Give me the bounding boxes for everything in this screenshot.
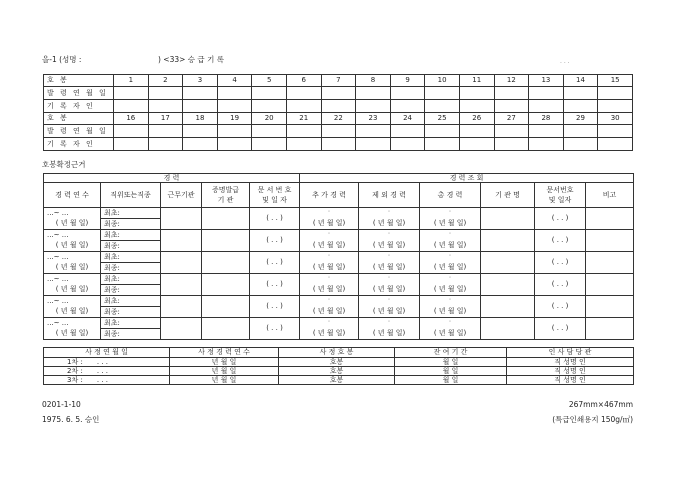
grade-cell	[459, 87, 494, 100]
col-docno2: 문서번호 및 일자	[535, 183, 586, 208]
career-remark	[586, 296, 634, 318]
grade-cell	[390, 125, 425, 138]
career-excluded-top: ˘	[359, 230, 420, 241]
grade-number: 22	[321, 113, 356, 125]
grade-cell	[598, 100, 633, 113]
career-cert-agency	[202, 296, 250, 318]
col-cert: 증명발급 기 관	[202, 183, 250, 208]
grade-label-recorder: 기 록 자 인	[44, 138, 114, 151]
grade-cell	[321, 138, 356, 151]
grade-cell	[217, 138, 252, 151]
grade-cell	[563, 100, 598, 113]
paper-size: 267mm×467mm	[568, 400, 633, 409]
col-position: 직위또는직종	[101, 183, 161, 208]
career-total-ymd: ( 년 월 일)	[420, 241, 481, 252]
grade-number: 3	[183, 75, 218, 87]
grade-cell	[494, 138, 529, 151]
col-review-officer: 인 사 담 당 관	[507, 348, 634, 358]
grade-cell	[390, 138, 425, 151]
career-period-to: ( 년 월 일)	[44, 285, 101, 296]
career-docno: ( . . )	[250, 296, 300, 318]
grade-label-ho: 호 봉	[44, 113, 114, 125]
career-added-ymd: ( 년 월 일)	[300, 307, 359, 318]
review-round	[44, 376, 170, 385]
career-period-from: ...~ ...	[44, 230, 101, 241]
paper-type: (특급인쇄용지 150g/㎡)	[552, 415, 633, 424]
career-workplace	[161, 208, 202, 230]
career-excluded-top: ˘	[359, 208, 420, 219]
col-remark: 비고	[586, 183, 634, 208]
career-workplace	[161, 252, 202, 274]
career-remark	[586, 252, 634, 274]
approval-date: 1975. 6. 5. 승인	[42, 415, 100, 424]
grade-number: 28	[529, 113, 564, 125]
career-agency	[481, 274, 535, 296]
form-id: 을-1 (성명 :	[42, 55, 82, 64]
grade-cell	[598, 138, 633, 151]
career-period-from: ...~ ...	[44, 252, 101, 263]
career-agency	[481, 318, 535, 340]
grade-cell	[425, 125, 460, 138]
career-total-ymd: ( 년 월 일)	[420, 219, 481, 230]
grade-cell	[321, 125, 356, 138]
grade-cell	[321, 100, 356, 113]
review-ho: 호봉	[279, 358, 395, 367]
grade-number: 29	[563, 113, 598, 125]
career-cert-agency	[202, 318, 250, 340]
career-position-first: 최초:	[101, 296, 161, 307]
grade-number: 26	[459, 113, 494, 125]
review-round-dots: . . .	[96, 375, 108, 384]
career-review-group-header: 경 력 조 회	[300, 174, 634, 183]
grade-cell	[459, 125, 494, 138]
review-remaining: 월 일	[395, 358, 507, 367]
career-cert-agency	[202, 252, 250, 274]
review-round	[44, 358, 170, 367]
grade-cell	[148, 138, 183, 151]
grade-number: 5	[252, 75, 287, 87]
review-round	[44, 367, 170, 376]
grade-cell	[494, 87, 529, 100]
grade-cell	[114, 87, 149, 100]
grade-number: 11	[459, 75, 494, 87]
grade-cell	[529, 87, 564, 100]
review-round-dots: . . .	[96, 357, 108, 366]
grade-cell	[563, 87, 598, 100]
review-remaining: 월 일	[395, 367, 507, 376]
review-round-dots: . . .	[96, 366, 108, 375]
career-added-ymd: ( 년 월 일)	[300, 241, 359, 252]
career-agency	[481, 230, 535, 252]
career-total-top: ˘	[420, 296, 481, 307]
grade-number: 7	[321, 75, 356, 87]
review-officer: 직 성명 인	[507, 358, 634, 367]
grade-number: 30	[598, 113, 633, 125]
grade-number: 12	[494, 75, 529, 87]
career-period-to: ( 년 월 일)	[44, 241, 101, 252]
review-ho: 호봉	[279, 367, 395, 376]
career-total-top: ˘	[420, 318, 481, 329]
career-added-top: ˘	[300, 318, 359, 329]
grade-cell	[529, 125, 564, 138]
grade-cell	[321, 87, 356, 100]
career-period-from: ...~ ...	[44, 274, 101, 285]
grade-number: 6	[286, 75, 321, 87]
career-workplace	[161, 296, 202, 318]
career-agency	[481, 208, 535, 230]
grade-number: 19	[217, 113, 252, 125]
col-review-remaining: 잔 여 기 간	[395, 348, 507, 358]
grade-cell	[148, 100, 183, 113]
grade-number: 15	[598, 75, 633, 87]
grade-number: 4	[217, 75, 252, 87]
career-remark	[586, 230, 634, 252]
col-review-date: 사 정 연 월 일	[44, 348, 170, 358]
career-excluded-ymd: ( 년 월 일)	[359, 285, 420, 296]
career-total-top: ˘	[420, 252, 481, 263]
grade-number: 10	[425, 75, 460, 87]
form-code: 0201-1-10	[42, 400, 81, 409]
career-total-ymd: ( 년 월 일)	[420, 263, 481, 274]
career-docno2: ( . . )	[535, 296, 586, 318]
career-position-first: 최초:	[101, 252, 161, 263]
grade-cell	[425, 100, 460, 113]
career-cert-agency	[202, 208, 250, 230]
review-round-label: 3차 :	[67, 375, 83, 384]
grade-cell	[114, 138, 149, 151]
grade-number: 21	[286, 113, 321, 125]
career-excluded-top: ˘	[359, 252, 420, 263]
grade-cell	[183, 125, 218, 138]
grade-number: 27	[494, 113, 529, 125]
career-added-top: ˘	[300, 252, 359, 263]
career-docno: ( . . )	[250, 208, 300, 230]
review-officer: 직 성명 인	[507, 367, 634, 376]
grade-label-recorder: 기 록 자 인	[44, 100, 114, 113]
grade-cell	[390, 100, 425, 113]
career-group-header: 경 력	[44, 174, 300, 183]
career-excluded-top: ˘	[359, 296, 420, 307]
grade-cell	[252, 87, 287, 100]
grade-number: 8	[356, 75, 391, 87]
grade-number: 13	[529, 75, 564, 87]
grade-cell	[217, 87, 252, 100]
col-total: 총 경 력	[420, 183, 481, 208]
grade-cell	[563, 138, 598, 151]
grade-cell	[529, 138, 564, 151]
career-total-top: ˘	[420, 230, 481, 241]
col-docno: 문 서 번 호 및 일 자	[250, 183, 300, 208]
career-period-from: ...~ ...	[44, 296, 101, 307]
career-excluded-top: ˘	[359, 318, 420, 329]
section-title: 호봉확정근거	[42, 160, 86, 169]
career-docno2: ( . . )	[535, 230, 586, 252]
career-period-to: ( 년 월 일)	[44, 263, 101, 274]
grade-cell	[217, 100, 252, 113]
career-workplace	[161, 230, 202, 252]
grade-label-ho: 호 봉	[44, 75, 114, 87]
career-position-last: 최종:	[101, 263, 161, 274]
col-period: 경 력 연 수	[44, 183, 101, 208]
career-docno: ( . . )	[250, 230, 300, 252]
grade-cell	[148, 87, 183, 100]
col-added: 추 가 경 력	[300, 183, 359, 208]
grade-number: 25	[425, 113, 460, 125]
career-docno2: ( . . )	[535, 208, 586, 230]
grade-cell	[148, 125, 183, 138]
grade-cell	[598, 125, 633, 138]
career-agency	[481, 252, 535, 274]
grade-cell	[494, 125, 529, 138]
col-review-ho: 사 정 호 봉	[279, 348, 395, 358]
career-total-ymd: ( 년 월 일)	[420, 285, 481, 296]
career-agency	[481, 296, 535, 318]
career-period-from: ...~ ...	[44, 318, 101, 329]
career-added-ymd: ( 년 월 일)	[300, 329, 359, 340]
career-docno2: ( . . )	[535, 274, 586, 296]
grade-cell	[390, 87, 425, 100]
grade-cell	[252, 125, 287, 138]
grade-cell	[183, 100, 218, 113]
career-excluded-ymd: ( 년 월 일)	[359, 263, 420, 274]
career-added-top: ˘	[300, 274, 359, 285]
grade-number: 17	[148, 113, 183, 125]
career-position-first: 최초:	[101, 274, 161, 285]
grade-cell	[356, 87, 391, 100]
review-table	[43, 347, 634, 385]
review-years: 년 월 일	[170, 376, 279, 385]
grade-number: 18	[183, 113, 218, 125]
career-total-top: ˘	[420, 208, 481, 219]
career-docno: ( . . )	[250, 318, 300, 340]
grade-number: 1	[114, 75, 149, 87]
career-excluded-ymd: ( 년 월 일)	[359, 329, 420, 340]
grade-cell	[459, 138, 494, 151]
career-docno2: ( . . )	[535, 252, 586, 274]
review-officer: 직 성명 인	[507, 376, 634, 385]
career-position-last: 최종:	[101, 285, 161, 296]
grade-cell	[356, 100, 391, 113]
grade-cell	[252, 100, 287, 113]
review-remaining: 월 일	[395, 376, 507, 385]
grade-cell	[598, 87, 633, 100]
review-ho: 호봉	[279, 376, 395, 385]
career-position-first: 최초:	[101, 318, 161, 329]
grade-number: 23	[356, 113, 391, 125]
grade-cell	[356, 125, 391, 138]
grade-cell	[114, 100, 149, 113]
career-cert-agency	[202, 230, 250, 252]
grade-table	[43, 74, 633, 151]
career-remark	[586, 318, 634, 340]
career-added-top: ˘	[300, 230, 359, 241]
grade-cell	[459, 100, 494, 113]
career-docno2: ( . . )	[535, 318, 586, 340]
grade-cell	[286, 87, 321, 100]
career-position-last: 최종:	[101, 241, 161, 252]
grade-number: 24	[390, 113, 425, 125]
career-period-from: ...~ ...	[44, 208, 101, 219]
career-remark	[586, 274, 634, 296]
grade-number: 14	[563, 75, 598, 87]
career-added-ymd: ( 년 월 일)	[300, 263, 359, 274]
grade-cell	[356, 138, 391, 151]
grade-number: 20	[252, 113, 287, 125]
career-position-last: 최종:	[101, 219, 161, 230]
career-added-top: ˘	[300, 296, 359, 307]
grade-cell	[217, 125, 252, 138]
career-workplace	[161, 318, 202, 340]
stamp-mark: · · ·	[560, 60, 570, 67]
grade-number: 2	[148, 75, 183, 87]
career-workplace	[161, 274, 202, 296]
career-added-ymd: ( 년 월 일)	[300, 285, 359, 296]
career-added-ymd: ( 년 월 일)	[300, 219, 359, 230]
career-excluded-ymd: ( 년 월 일)	[359, 219, 420, 230]
grade-cell	[563, 125, 598, 138]
review-years: 년 월 일	[170, 367, 279, 376]
career-position-first: 최초:	[101, 230, 161, 241]
career-period-to: ( 년 월 일)	[44, 307, 101, 318]
career-remark	[586, 208, 634, 230]
grade-cell	[494, 100, 529, 113]
career-excluded-ymd: ( 년 월 일)	[359, 307, 420, 318]
grade-label-date: 발 령 연 월 일	[44, 125, 114, 138]
career-cert-agency	[202, 274, 250, 296]
grade-number: 9	[390, 75, 425, 87]
career-period-to: ( 년 월 일)	[44, 329, 101, 340]
career-total-ymd: ( 년 월 일)	[420, 329, 481, 340]
grade-cell	[425, 87, 460, 100]
career-docno: ( . . )	[250, 274, 300, 296]
grade-cell	[425, 138, 460, 151]
career-period-to: ( 년 월 일)	[44, 219, 101, 230]
career-position-last: 최종:	[101, 307, 161, 318]
grade-label-date: 발 령 연 월 일	[44, 87, 114, 100]
col-excluded: 제 외 경 력	[359, 183, 420, 208]
col-review-years: 사 정 경 력 연 수	[170, 348, 279, 358]
career-total-top: ˘	[420, 274, 481, 285]
col-agency: 기 관 명	[481, 183, 535, 208]
grade-cell	[183, 138, 218, 151]
career-added-top: ˘	[300, 208, 359, 219]
career-position-first: 최초:	[101, 208, 161, 219]
review-years: 년 월 일	[170, 358, 279, 367]
career-excluded-ymd: ( 년 월 일)	[359, 241, 420, 252]
grade-number: 16	[114, 113, 149, 125]
career-excluded-top: ˘	[359, 274, 420, 285]
form-title: ) <33> 승 급 기 록	[158, 55, 224, 64]
review-round-label: 2차 :	[67, 366, 83, 375]
career-table	[43, 173, 634, 340]
col-workplace: 근무기관	[161, 183, 202, 208]
grade-cell	[286, 100, 321, 113]
grade-cell	[114, 125, 149, 138]
career-docno: ( . . )	[250, 252, 300, 274]
grade-cell	[252, 138, 287, 151]
grade-cell	[286, 138, 321, 151]
career-total-ymd: ( 년 월 일)	[420, 307, 481, 318]
grade-cell	[286, 125, 321, 138]
review-round-label: 1차 :	[67, 357, 83, 366]
career-position-last: 최종:	[101, 329, 161, 340]
grade-cell	[529, 100, 564, 113]
grade-cell	[183, 87, 218, 100]
